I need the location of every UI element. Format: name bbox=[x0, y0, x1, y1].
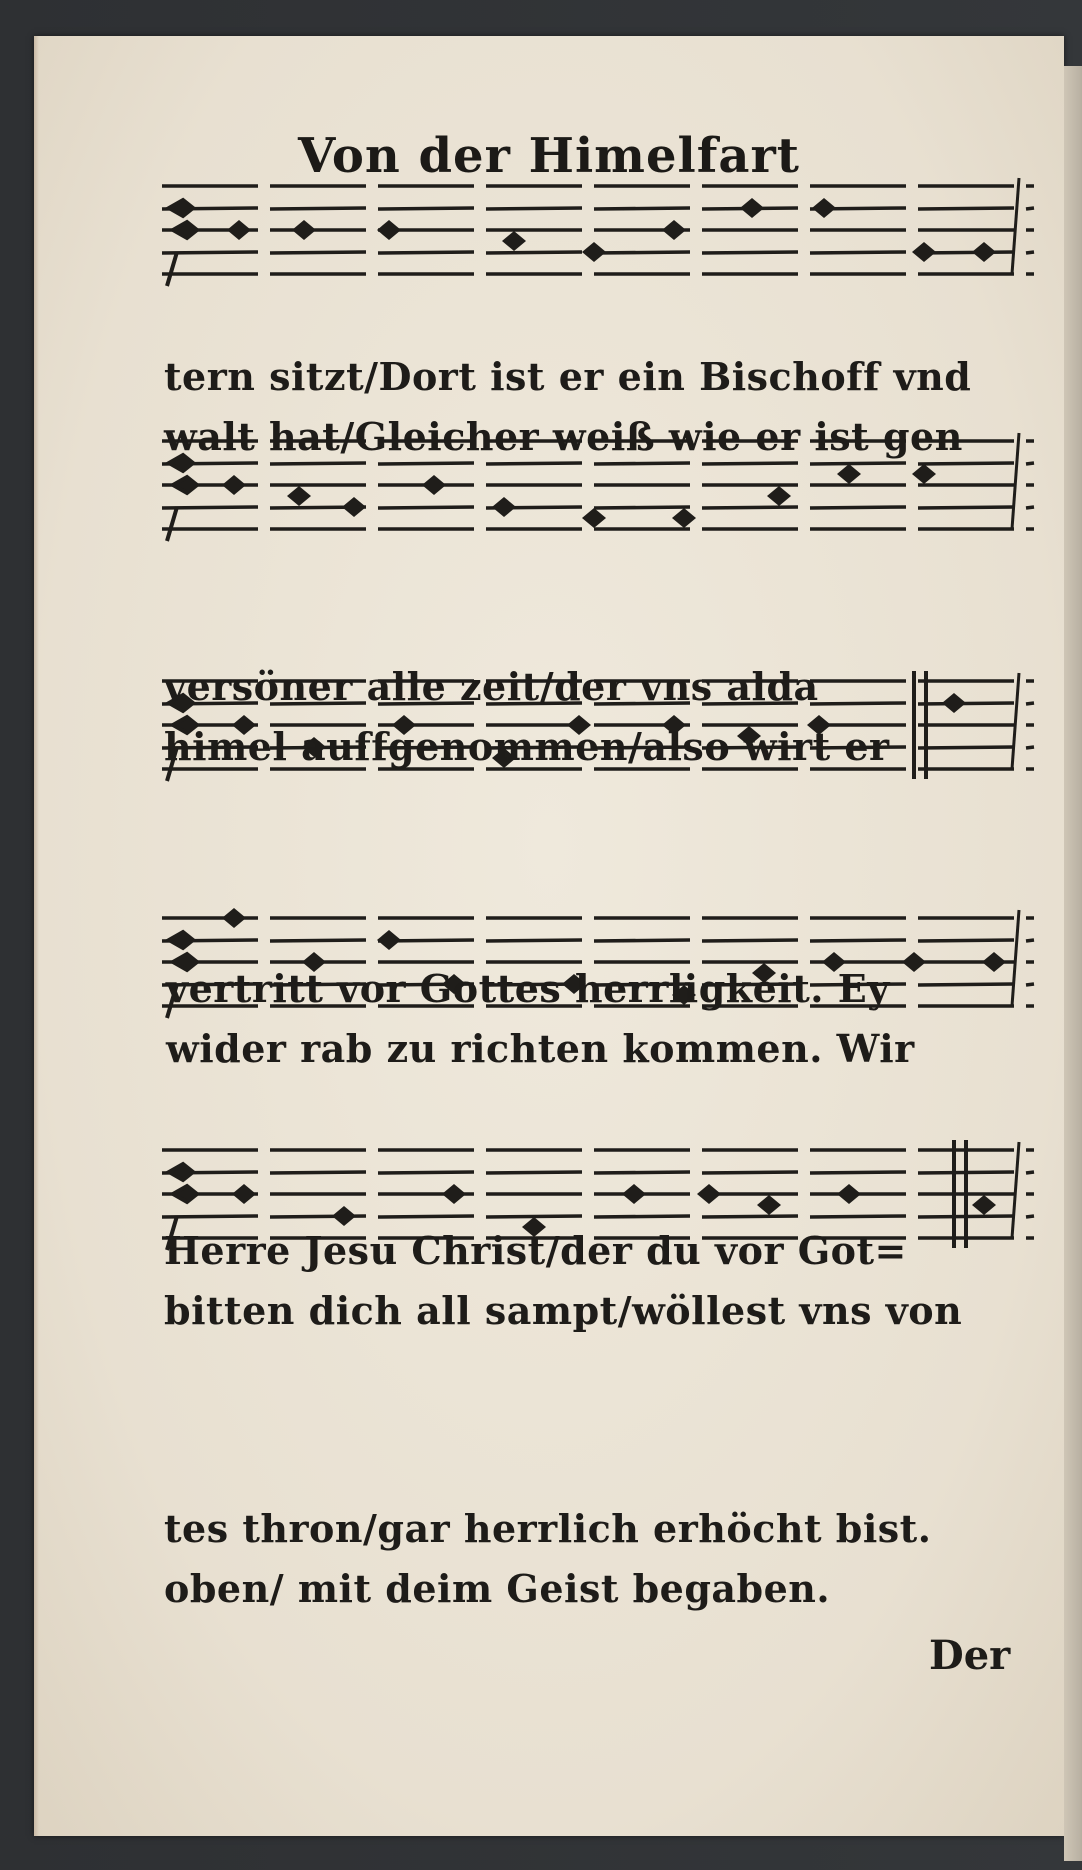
note-head bbox=[222, 908, 246, 928]
staff-line bbox=[918, 940, 1014, 941]
note-head bbox=[837, 464, 861, 484]
staff-line bbox=[1026, 703, 1034, 704]
lyric-line: himel auffgenommen/also wirt er bbox=[164, 724, 890, 769]
staff-line bbox=[378, 1172, 474, 1173]
staff-line bbox=[594, 208, 690, 209]
staff-line bbox=[810, 940, 906, 941]
staff-line bbox=[1026, 463, 1034, 464]
note-head bbox=[740, 198, 764, 218]
note-head bbox=[837, 1184, 861, 1204]
note-head bbox=[227, 220, 251, 240]
custos-mark bbox=[1012, 178, 1019, 274]
note-head bbox=[982, 952, 1006, 972]
lyric-line: oben/ mit deim Geist begaben. bbox=[164, 1566, 831, 1611]
staff-line bbox=[810, 507, 906, 508]
note-head bbox=[972, 242, 996, 262]
lyric-line: walt hat/Gleicher weiß wie er ist gen bbox=[164, 414, 963, 459]
staff-line bbox=[918, 984, 1014, 985]
note-head bbox=[422, 475, 446, 495]
note-head bbox=[492, 497, 516, 517]
staff-line bbox=[486, 1172, 582, 1173]
note-head bbox=[942, 693, 966, 713]
note-head bbox=[342, 497, 366, 517]
custos-mark bbox=[1012, 433, 1019, 529]
note-head bbox=[972, 1195, 996, 1215]
catchword: Der bbox=[929, 1632, 1011, 1679]
book-page bbox=[34, 36, 1064, 1836]
staff-line bbox=[702, 1216, 798, 1217]
staff-line bbox=[702, 252, 798, 253]
note-head bbox=[232, 1184, 256, 1204]
staff-line bbox=[1026, 1172, 1034, 1173]
note-head bbox=[912, 242, 936, 262]
staff-line bbox=[486, 1216, 582, 1217]
staff-line bbox=[594, 463, 690, 464]
lyric-line: tes thron/gar herrlich erhöcht bist. bbox=[164, 1506, 932, 1551]
lyric-line: wider rab zu richten kommen. Wir bbox=[166, 1026, 915, 1071]
staff-line bbox=[270, 463, 366, 464]
staff-line bbox=[378, 252, 474, 253]
note-head bbox=[582, 242, 606, 262]
note-head bbox=[767, 486, 791, 506]
staff-line bbox=[1026, 507, 1034, 508]
staff-line bbox=[1026, 1216, 1034, 1217]
lyric-line: tern sitzt/Dort ist er ein Bischoff vnd bbox=[164, 354, 972, 399]
staff-line bbox=[486, 208, 582, 209]
staff-line bbox=[918, 208, 1014, 209]
staff-line bbox=[486, 463, 582, 464]
staff-line bbox=[486, 940, 582, 941]
staff-line bbox=[378, 1216, 474, 1217]
staff-line bbox=[918, 703, 1014, 704]
note-head bbox=[902, 952, 926, 972]
note-head bbox=[912, 464, 936, 484]
note-head bbox=[582, 508, 606, 528]
staff-line bbox=[594, 1216, 690, 1217]
note-head bbox=[502, 231, 526, 251]
note-head bbox=[812, 198, 836, 218]
staff-line bbox=[1026, 252, 1034, 253]
staff-line bbox=[486, 252, 582, 253]
note-head bbox=[377, 930, 401, 950]
custos-mark bbox=[1012, 910, 1019, 1006]
staff-line bbox=[810, 1172, 906, 1173]
staff-line bbox=[702, 507, 798, 508]
note-head bbox=[287, 486, 311, 506]
lyric-line: versöner alle zeit/der vns alda bbox=[164, 664, 819, 709]
staff-line bbox=[270, 252, 366, 253]
staff-line bbox=[702, 1172, 798, 1173]
staff-line bbox=[270, 1172, 366, 1173]
lyric-line: Herre Jesu Christ/der du vor Got= bbox=[164, 1228, 907, 1273]
staff-line bbox=[270, 208, 366, 209]
staff-line bbox=[1026, 940, 1034, 941]
page-heading: Von der Himelfart bbox=[298, 128, 800, 184]
lyric-line: vertritt vor Gottes herrligkeit. Ey bbox=[166, 966, 890, 1011]
staff-line bbox=[378, 208, 474, 209]
staff-line bbox=[1026, 984, 1034, 985]
staff-line bbox=[918, 463, 1014, 464]
staff-line bbox=[1026, 208, 1034, 209]
staff-line bbox=[1026, 747, 1034, 748]
staff-line bbox=[918, 747, 1014, 748]
lyric-line: bitten dich all sampt/wöllest vns von bbox=[164, 1288, 963, 1333]
note-head bbox=[662, 220, 686, 240]
custos-mark bbox=[1012, 1142, 1019, 1238]
staff-line bbox=[702, 463, 798, 464]
staff-line bbox=[594, 252, 690, 253]
note-head bbox=[222, 475, 246, 495]
staff-line bbox=[594, 507, 690, 508]
staff-line bbox=[810, 252, 906, 253]
page-edge bbox=[1064, 66, 1082, 1861]
staff-line bbox=[810, 703, 906, 704]
custos-mark bbox=[1012, 673, 1019, 769]
note-head bbox=[672, 508, 696, 528]
staff-line bbox=[270, 940, 366, 941]
note-head bbox=[697, 1184, 721, 1204]
note-head bbox=[757, 1195, 781, 1215]
staff-line bbox=[378, 463, 474, 464]
staff-line bbox=[810, 1216, 906, 1217]
note-head bbox=[292, 220, 316, 240]
note-head bbox=[332, 1206, 356, 1226]
note-head bbox=[442, 1184, 466, 1204]
note-head bbox=[377, 220, 401, 240]
note-head bbox=[622, 1184, 646, 1204]
staff-line bbox=[594, 1172, 690, 1173]
staff-line bbox=[378, 507, 474, 508]
staff-line bbox=[702, 940, 798, 941]
staff-line bbox=[918, 507, 1014, 508]
staff-line bbox=[810, 463, 906, 464]
staff-line bbox=[594, 940, 690, 941]
